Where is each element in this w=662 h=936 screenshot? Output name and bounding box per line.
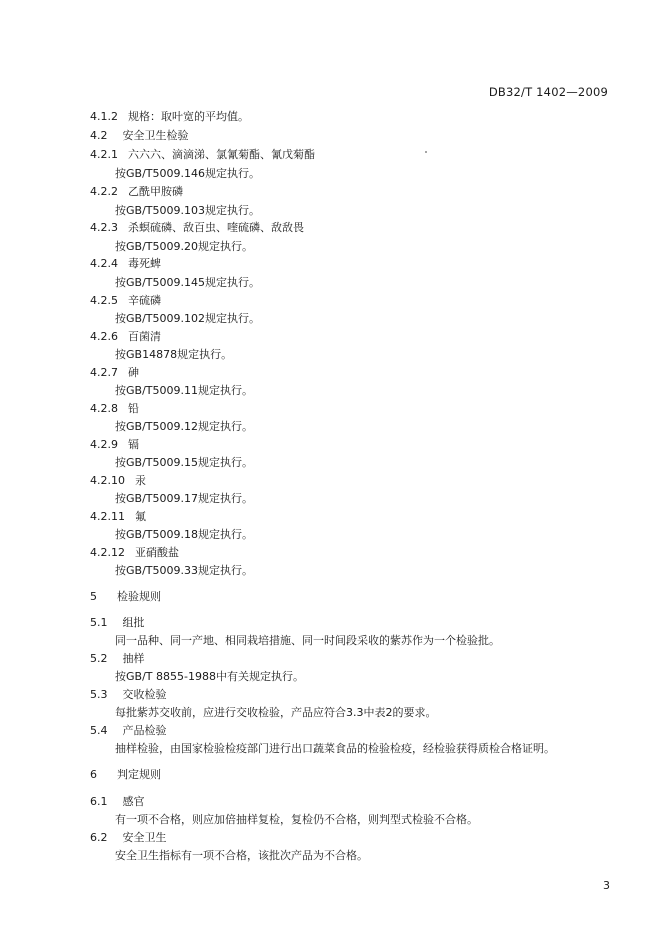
clause-text: 按GB/T5009.20规定执行。 <box>115 240 253 253</box>
clause-text: 按GB/T5009.17规定执行。 <box>115 492 253 505</box>
clause-number: 6.2 <box>90 831 108 844</box>
page-number: 3 <box>603 879 610 892</box>
clause-heading <box>90 652 145 666</box>
clause-number: 5.1 <box>90 616 108 629</box>
clause-heading <box>90 330 161 344</box>
clause-title: 产品检验 <box>122 724 167 737</box>
scan-speck <box>425 151 427 153</box>
clause-body <box>115 384 253 398</box>
clause-title: 铅 <box>128 402 139 415</box>
clause-title: 百菌清 <box>128 330 161 343</box>
clause-text: 同一品种、同一产地、相同栽培措施、同一时间段采收的紫苏作为一个检验批。 <box>115 634 500 647</box>
clause-body <box>115 420 253 434</box>
clause-heading <box>90 129 189 143</box>
clause-number: 4.2.7 <box>90 366 118 379</box>
clause-number: 5.4 <box>90 724 108 737</box>
clause-number: 4.2.4 <box>90 257 118 270</box>
clause-body <box>115 564 253 578</box>
clause-title: 镉 <box>128 438 139 451</box>
clause-body <box>115 167 260 181</box>
clause-heading <box>90 474 146 488</box>
clause-body <box>115 492 253 506</box>
clause-number: 5 <box>90 590 97 603</box>
clause-body <box>115 204 260 218</box>
clause-body <box>115 312 260 326</box>
clause-number: 4.2.6 <box>90 330 118 343</box>
clause-title: 检验规则 <box>117 590 161 603</box>
clause-body <box>115 706 437 720</box>
clause-heading <box>90 795 145 809</box>
clause-title: 辛硫磷 <box>128 294 161 307</box>
clause-heading <box>90 110 249 124</box>
clause-title: 砷 <box>128 366 139 379</box>
clause-body <box>115 276 260 290</box>
clause-body <box>115 240 253 254</box>
clause-number: 4.2.2 <box>90 185 118 198</box>
clause-title: 组批 <box>122 616 145 629</box>
clause-text: 按GB/T5009.145规定执行。 <box>115 276 260 289</box>
clause-heading <box>90 768 161 782</box>
clause-number: 4.2.10 <box>90 474 125 487</box>
clause-text: 按GB/T5009.12规定执行。 <box>115 420 253 433</box>
clause-text: 按GB/T5009.18规定执行。 <box>115 528 253 541</box>
clause-text: 抽样检验，由国家检验检疫部门进行出口蔬菜食品的检验检疫，经检验获得质检合格证明。 <box>115 742 555 755</box>
clause-heading <box>90 438 139 452</box>
clause-title: 亚硝酸盐 <box>135 546 179 559</box>
clause-body <box>115 742 555 756</box>
clause-heading <box>90 546 179 560</box>
clause-number: 4.2.3 <box>90 221 118 234</box>
clause-heading <box>90 616 145 630</box>
clause-body <box>115 456 253 470</box>
clause-body <box>115 634 500 648</box>
clause-title: 规格：取叶宽的平均值。 <box>128 110 249 123</box>
clause-number: 4.2.11 <box>90 510 125 523</box>
clause-number: 4.2.1 <box>90 148 118 161</box>
clause-text: 按GB/T5009.33规定执行。 <box>115 564 253 577</box>
clause-body <box>115 528 253 542</box>
clause-number: 5.2 <box>90 652 108 665</box>
clause-text: 按GB/T5009.15规定执行。 <box>115 456 253 469</box>
clause-heading <box>90 510 146 524</box>
clause-number: 6.1 <box>90 795 108 808</box>
clause-title: 杀螟硫磷、敌百虫、喹硫磷、敌敌畏 <box>128 221 304 234</box>
clause-text: 按GB/T5009.103规定执行。 <box>115 204 260 217</box>
standard-code: DB32/T 1402—2009 <box>488 85 608 99</box>
clause-number: 4.2.5 <box>90 294 118 307</box>
clause-text: 按GB/T5009.11规定执行。 <box>115 384 253 397</box>
clause-title: 交收检验 <box>122 688 167 701</box>
clause-heading <box>90 402 139 416</box>
clause-number: 4.1.2 <box>90 110 118 123</box>
clause-text: 按GB/T5009.146规定执行。 <box>115 167 260 180</box>
clause-heading <box>90 185 183 199</box>
clause-number: 4.2.8 <box>90 402 118 415</box>
clause-text: 按GB14878规定执行。 <box>115 348 233 361</box>
clause-heading <box>90 221 304 235</box>
clause-text: 按GB/T 8855-1988中有关规定执行。 <box>115 670 304 683</box>
clause-title: 抽样 <box>122 652 145 665</box>
clause-title: 安全卫生检验 <box>122 129 189 142</box>
clause-heading <box>90 688 167 702</box>
clause-heading <box>90 366 139 380</box>
clause-body <box>115 348 232 362</box>
clause-title: 六六六、滴滴涕、氯氰菊酯、氰戊菊酯 <box>128 148 315 161</box>
clause-heading <box>90 294 161 308</box>
clause-text: 安全卫生指标有一项不合格，该批次产品为不合格。 <box>115 849 368 862</box>
clause-heading <box>90 831 167 845</box>
clause-text: 有一项不合格，则应加倍抽样复检，复检仍不合格，则判型式检验不合格。 <box>115 813 478 826</box>
clause-title: 感官 <box>122 795 145 808</box>
clause-title: 毒死蜱 <box>128 257 161 270</box>
clause-title: 判定规则 <box>117 768 161 781</box>
clause-body <box>115 813 478 827</box>
clause-number: 6 <box>90 768 97 781</box>
clause-title: 汞 <box>135 474 146 487</box>
clause-body <box>115 670 304 684</box>
clause-title: 安全卫生 <box>122 831 167 844</box>
clause-heading <box>90 724 167 738</box>
clause-title: 氟 <box>135 510 146 523</box>
clause-text: 按GB/T5009.102规定执行。 <box>115 312 260 325</box>
clause-body <box>115 849 368 863</box>
clause-text: 每批紫苏交收前，应进行交收检验，产品应符合3.3中表2的要求。 <box>115 706 437 719</box>
clause-number: 4.2.9 <box>90 438 118 451</box>
clause-heading <box>90 257 161 271</box>
clause-title: 乙酰甲胺磷 <box>128 185 183 198</box>
clause-number: 5.3 <box>90 688 108 701</box>
clause-heading <box>90 148 315 162</box>
clause-number: 4.2.12 <box>90 546 125 559</box>
clause-heading <box>90 590 161 604</box>
clause-number: 4.2 <box>90 129 108 142</box>
